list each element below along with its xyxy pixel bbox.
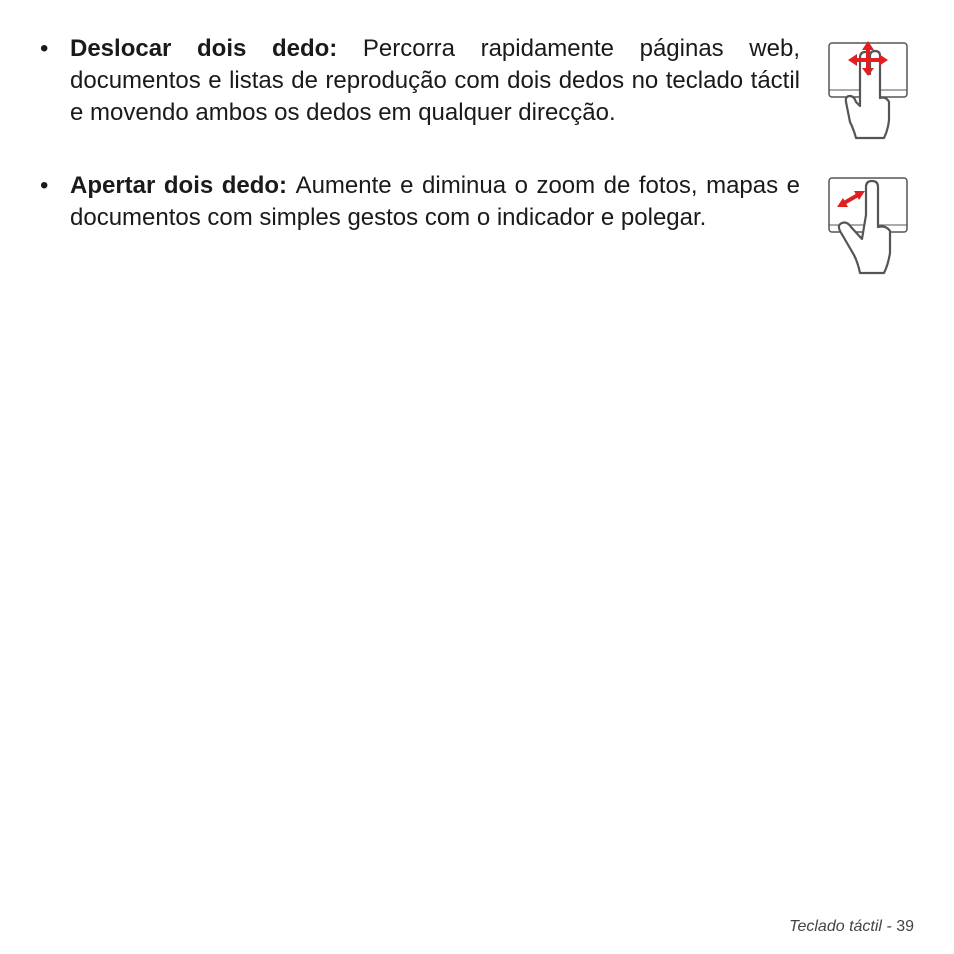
bullet: • (40, 35, 49, 62)
gesture-item-scroll (40, 33, 800, 129)
gesture-term: Apertar dois dedo: (70, 172, 296, 199)
two-finger-scroll-icon (826, 40, 910, 140)
gesture-description: Percorra rapidamente páginas web, documentos e listas de reprodução com dois dedos no teclado táctil e movendo ambos os dedos em qualquer direcção. (70, 35, 800, 126)
gesture-description: Aumente e diminua o zoom de fotos, mapas e documentos com simples gestos com o indicador e polegar. (70, 172, 800, 231)
gesture-term: Deslocar dois dedo: (70, 35, 363, 62)
gesture-item-pinch (40, 170, 800, 234)
bullet: • (40, 172, 49, 199)
footer-section: Teclado táctil - (789, 918, 892, 935)
page-number: 39 (896, 918, 914, 935)
page-footer (789, 918, 914, 936)
two-finger-pinch-icon (826, 175, 910, 275)
